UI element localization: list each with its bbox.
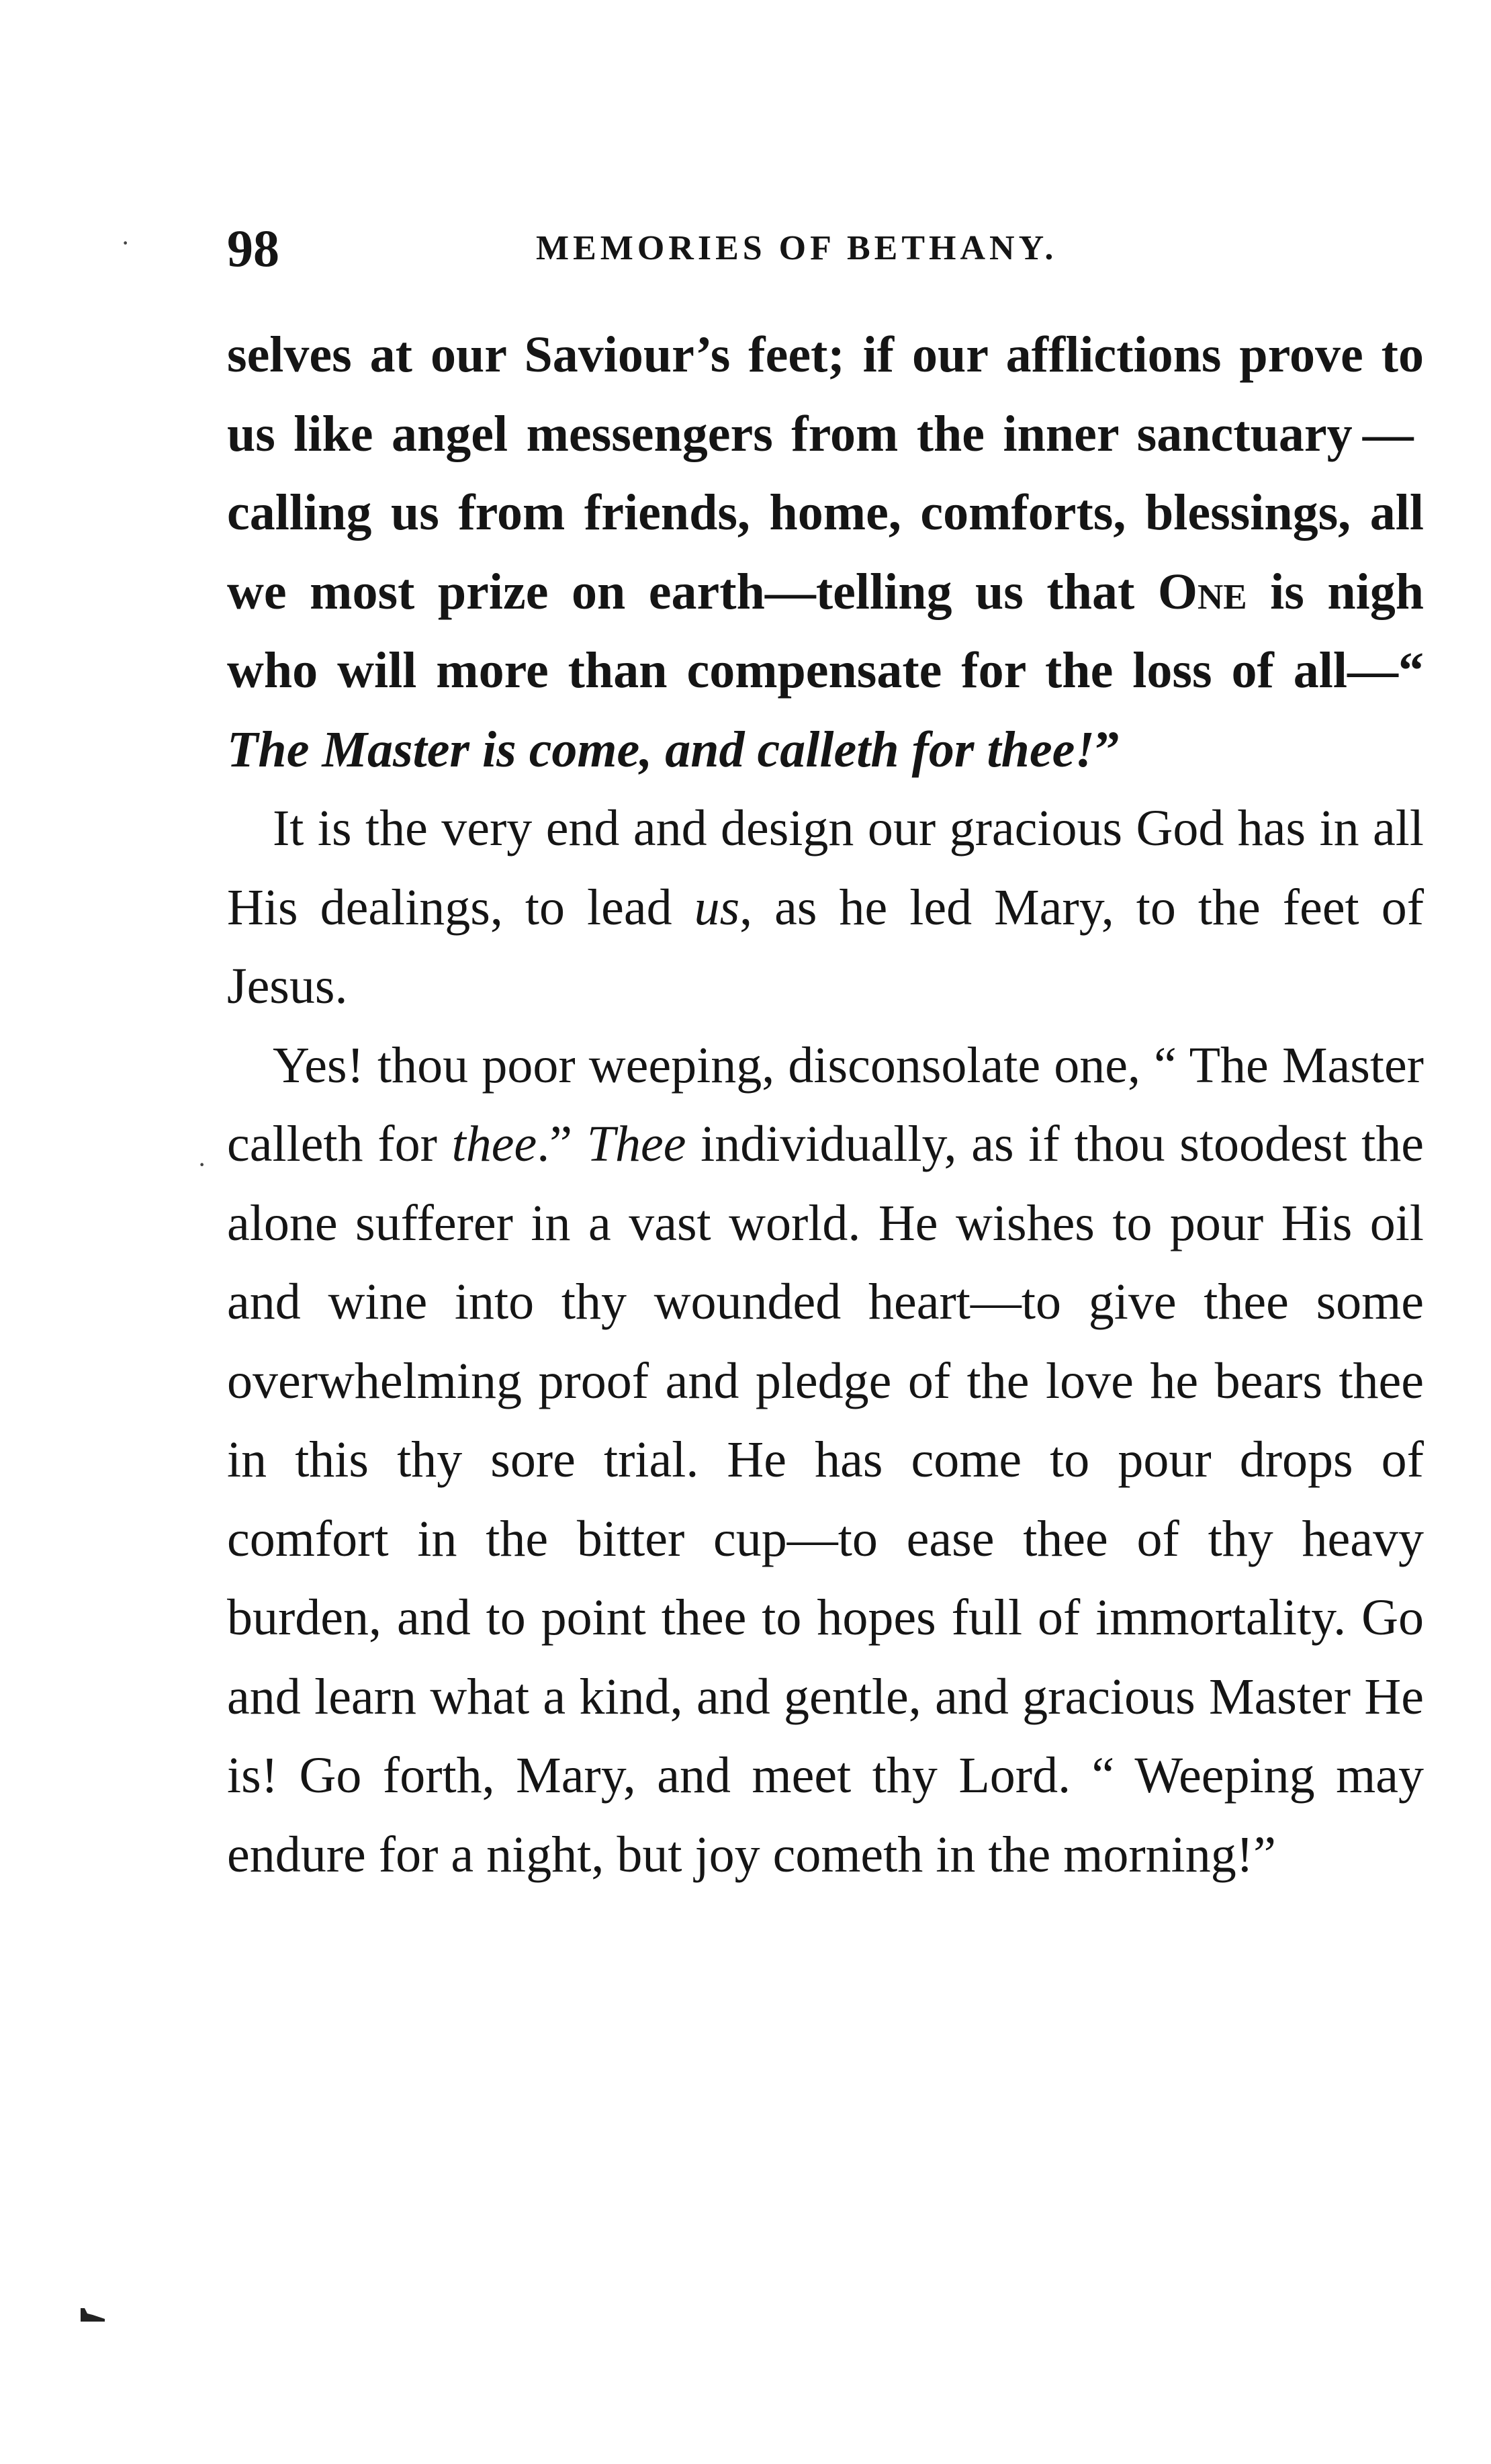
page-number: 98	[227, 219, 279, 277]
smallcaps-text: One	[1157, 563, 1247, 620]
italic-text: thee	[451, 1116, 537, 1172]
text-run: .”	[537, 1116, 587, 1172]
paragraph-3	[227, 1026, 1424, 1895]
paragraph-2	[227, 789, 1424, 1026]
corner-mark-icon	[79, 2305, 106, 2322]
body-text	[227, 316, 1424, 1894]
stray-mark-dot: ·	[197, 1149, 207, 1180]
text-run: selves at our Saviour’s feet; if our afflictions prove to us like angel messengers from the inner sanctuary — calling us from friends, home, comforts, blessings, all we most prize on earth—telling us that	[227, 326, 1424, 620]
text-run: ”	[1094, 721, 1120, 778]
running-title: MEMORIES OF BETHANY.	[536, 229, 1058, 267]
italic-text: Thee	[586, 1116, 686, 1172]
text-run: , as he led Mary, to the feet of Jesus.	[227, 879, 1424, 1014]
text-run: Yes! thou poor weeping, disconsolate one, “ The Master calleth for	[227, 1037, 1424, 1172]
running-head	[227, 215, 1422, 282]
text-run: is nigh who will more than compensate for the loss of all—“	[227, 563, 1424, 699]
paragraph-1	[227, 316, 1424, 789]
text-run: individually, as if thou stoodest the alone sufferer in a vast world. He wishes to pour His oil and wine into thy wounded heart—to give thee some overwhelming proof and pledge of the love he bears thee in this thy sore trial. He has come to pour drops of comfort in the bitter cup—to ease thee of thy heavy burden, and to point thee to hopes full of immortality. Go and learn what a kind, and gentle, and gracious Master He is! Go forth, Mary, and meet thy Lord. “ Weeping may endure for a night, but joy cometh in the morning!”	[227, 1116, 1424, 1883]
text-run: It is the very end and design our gracious God has in all His dealings, to lead	[227, 800, 1424, 936]
italic-text: The Master is come, and calleth for thee!	[227, 721, 1095, 778]
italic-text: us	[694, 879, 740, 936]
stray-mark-dot: ·	[121, 228, 130, 258]
